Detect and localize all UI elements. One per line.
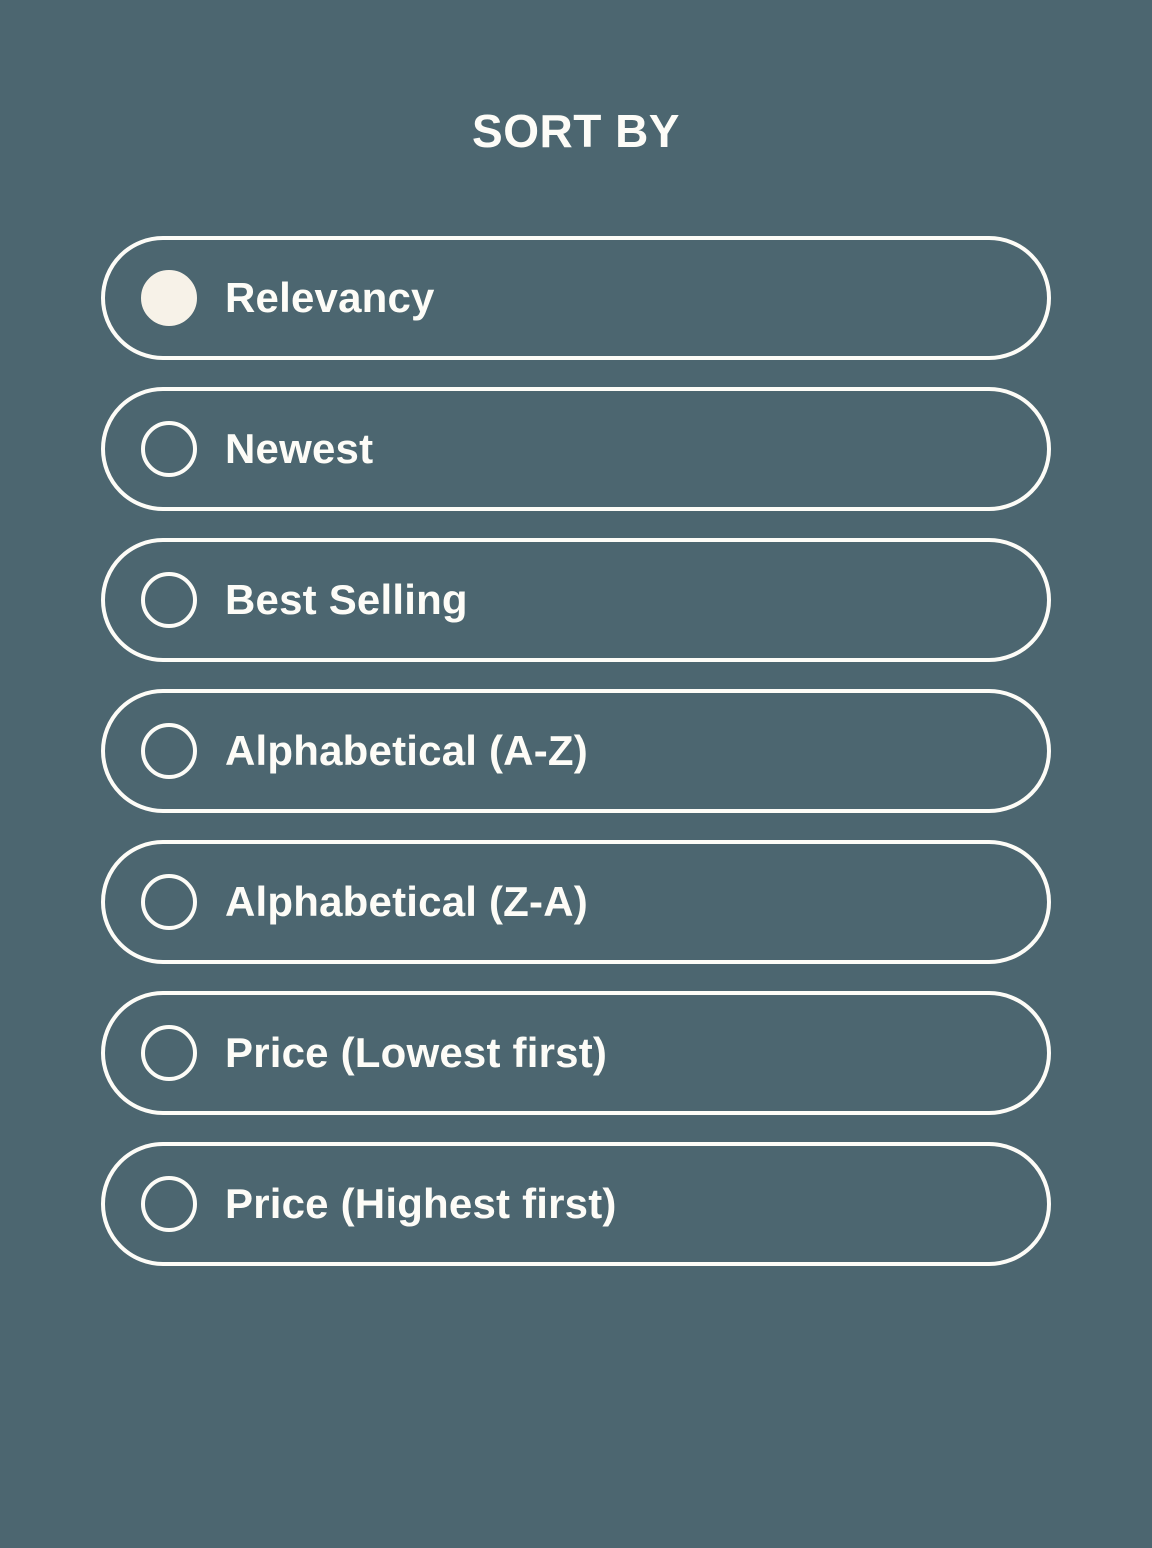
radio-icon[interactable]	[141, 572, 197, 628]
sort-option-price-highest[interactable]	[101, 1142, 1051, 1266]
sort-option-label: Alphabetical (Z-A)	[225, 878, 588, 925]
sort-option-relevancy[interactable]	[101, 236, 1051, 360]
radio-icon[interactable]	[141, 270, 197, 326]
sort-option-label: Relevancy	[225, 274, 435, 321]
radio-icon[interactable]	[141, 1176, 197, 1232]
sort-option-alphabetical-az[interactable]	[101, 689, 1051, 813]
sort-option-label: Price (Highest first)	[225, 1180, 617, 1227]
radio-icon[interactable]	[141, 1025, 197, 1081]
radio-icon[interactable]	[141, 874, 197, 930]
radio-icon[interactable]	[141, 723, 197, 779]
sort-option-list	[0, 236, 1152, 1266]
page-title: SORT BY	[472, 105, 680, 157]
sort-option-label: Newest	[225, 425, 374, 472]
sort-option-label: Best Selling	[225, 576, 468, 623]
sort-option-label: Price (Lowest first)	[225, 1029, 608, 1076]
sort-option-price-lowest[interactable]	[101, 991, 1051, 1115]
sort-option-alphabetical-za[interactable]	[101, 840, 1051, 964]
radio-icon[interactable]	[141, 421, 197, 477]
sort-option-newest[interactable]	[101, 387, 1051, 511]
sort-option-label: Alphabetical (A-Z)	[225, 727, 588, 774]
sort-option-best-selling[interactable]	[101, 538, 1051, 662]
